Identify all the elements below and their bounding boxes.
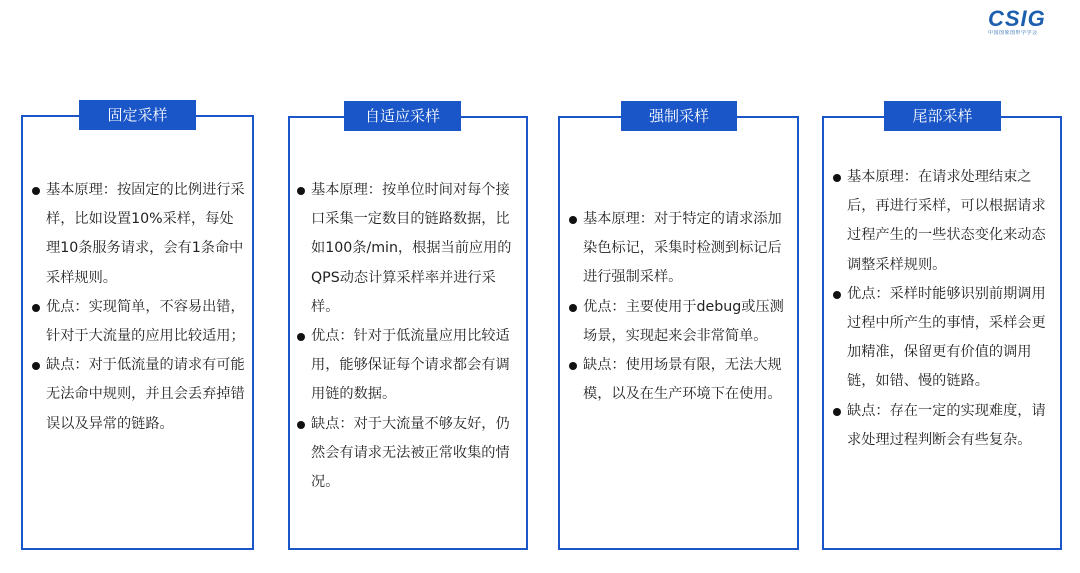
card-title-fixed-sampling: 固定采样 (79, 100, 196, 130)
card-body-forced-sampling (568, 205, 792, 409)
list-item (296, 322, 520, 410)
bullet-icon (297, 187, 305, 195)
list-item (568, 351, 792, 409)
bullet-icon (297, 421, 305, 429)
bullet-icon (833, 408, 841, 416)
item-text: 缺点：使用场景有限，无法大规模，以及在生产环境下在使用。 (583, 357, 782, 403)
item-text: 基本原理：在请求处理结束之后，再进行采样，可以根据请求过程产生的一些状态变化来动态调整采样规则。 (847, 169, 1046, 273)
item-text: 缺点：对于大流量不够友好，仍然会有请求无法被正常收集的情况。 (311, 415, 510, 491)
item-text: 优点：针对于低流量应用比较适用，能够保证每个请求都会有调用链的数据。 (311, 328, 510, 403)
card-title-adaptive-sampling: 自适应采样 (344, 101, 461, 131)
list-item (568, 205, 792, 293)
list-item (296, 176, 520, 322)
bullet-icon (833, 291, 841, 299)
bullet-icon (569, 362, 577, 370)
list-item (832, 280, 1056, 397)
item-text: 基本原理：按单位时间对每个接口采集一定数目的链路数据，比如100条/min，根据当前应用的QPS动态计算采样率并进行采样。 (311, 182, 512, 315)
bullet-icon (569, 304, 577, 312)
logo-mark: CSIG (988, 6, 1046, 31)
list-item (568, 293, 792, 351)
bullet-icon (32, 187, 40, 195)
item-text: 优点：实现简单，不容易出错，针对于大流量的应用比较适用； (46, 298, 245, 345)
card-body-tail-sampling (832, 163, 1056, 455)
item-text: 基本原理：按固定的比例进行采样，比如设置10%采样，每处理10条服务请求，会有1条命中采样规则。 (46, 182, 245, 286)
logo-subtitle: 中国图象图形学学会 (988, 30, 1038, 36)
bullet-icon (32, 304, 40, 312)
card-body-adaptive-sampling (296, 176, 520, 497)
card-body-fixed-sampling (31, 176, 247, 439)
csig-logo (988, 8, 1062, 36)
item-text: 基本原理：对于特定的请求添加染色标记，采集时检测到标记后进行强制采样。 (583, 211, 782, 286)
item-text: 优点：采样时能够识别前期调用过程中所产生的事情，采样会更加精准，保留更有价值的调用链，如错、慢的链路。 (847, 285, 1046, 390)
item-text: 优点：主要使用于debug或压测场景，实现起来会非常简单。 (583, 298, 784, 344)
list-item (31, 176, 247, 293)
list-item (31, 351, 247, 439)
list-item (31, 293, 247, 351)
card-title-tail-sampling: 尾部采样 (884, 101, 1001, 131)
bullet-icon (297, 333, 305, 341)
card-title-forced-sampling: 强制采样 (621, 101, 737, 131)
bullet-icon (32, 362, 40, 370)
list-item (832, 163, 1056, 280)
bullet-icon (569, 216, 577, 224)
item-text: 缺点：对于低流量的请求有可能无法命中规则，并且会丢弃掉错误以及异常的链路。 (46, 357, 245, 432)
item-text: 缺点：存在一定的实现难度，请求处理过程判断会有些复杂。 (847, 402, 1046, 448)
list-item (296, 410, 520, 498)
bullet-icon (833, 174, 841, 182)
list-item (832, 397, 1056, 455)
